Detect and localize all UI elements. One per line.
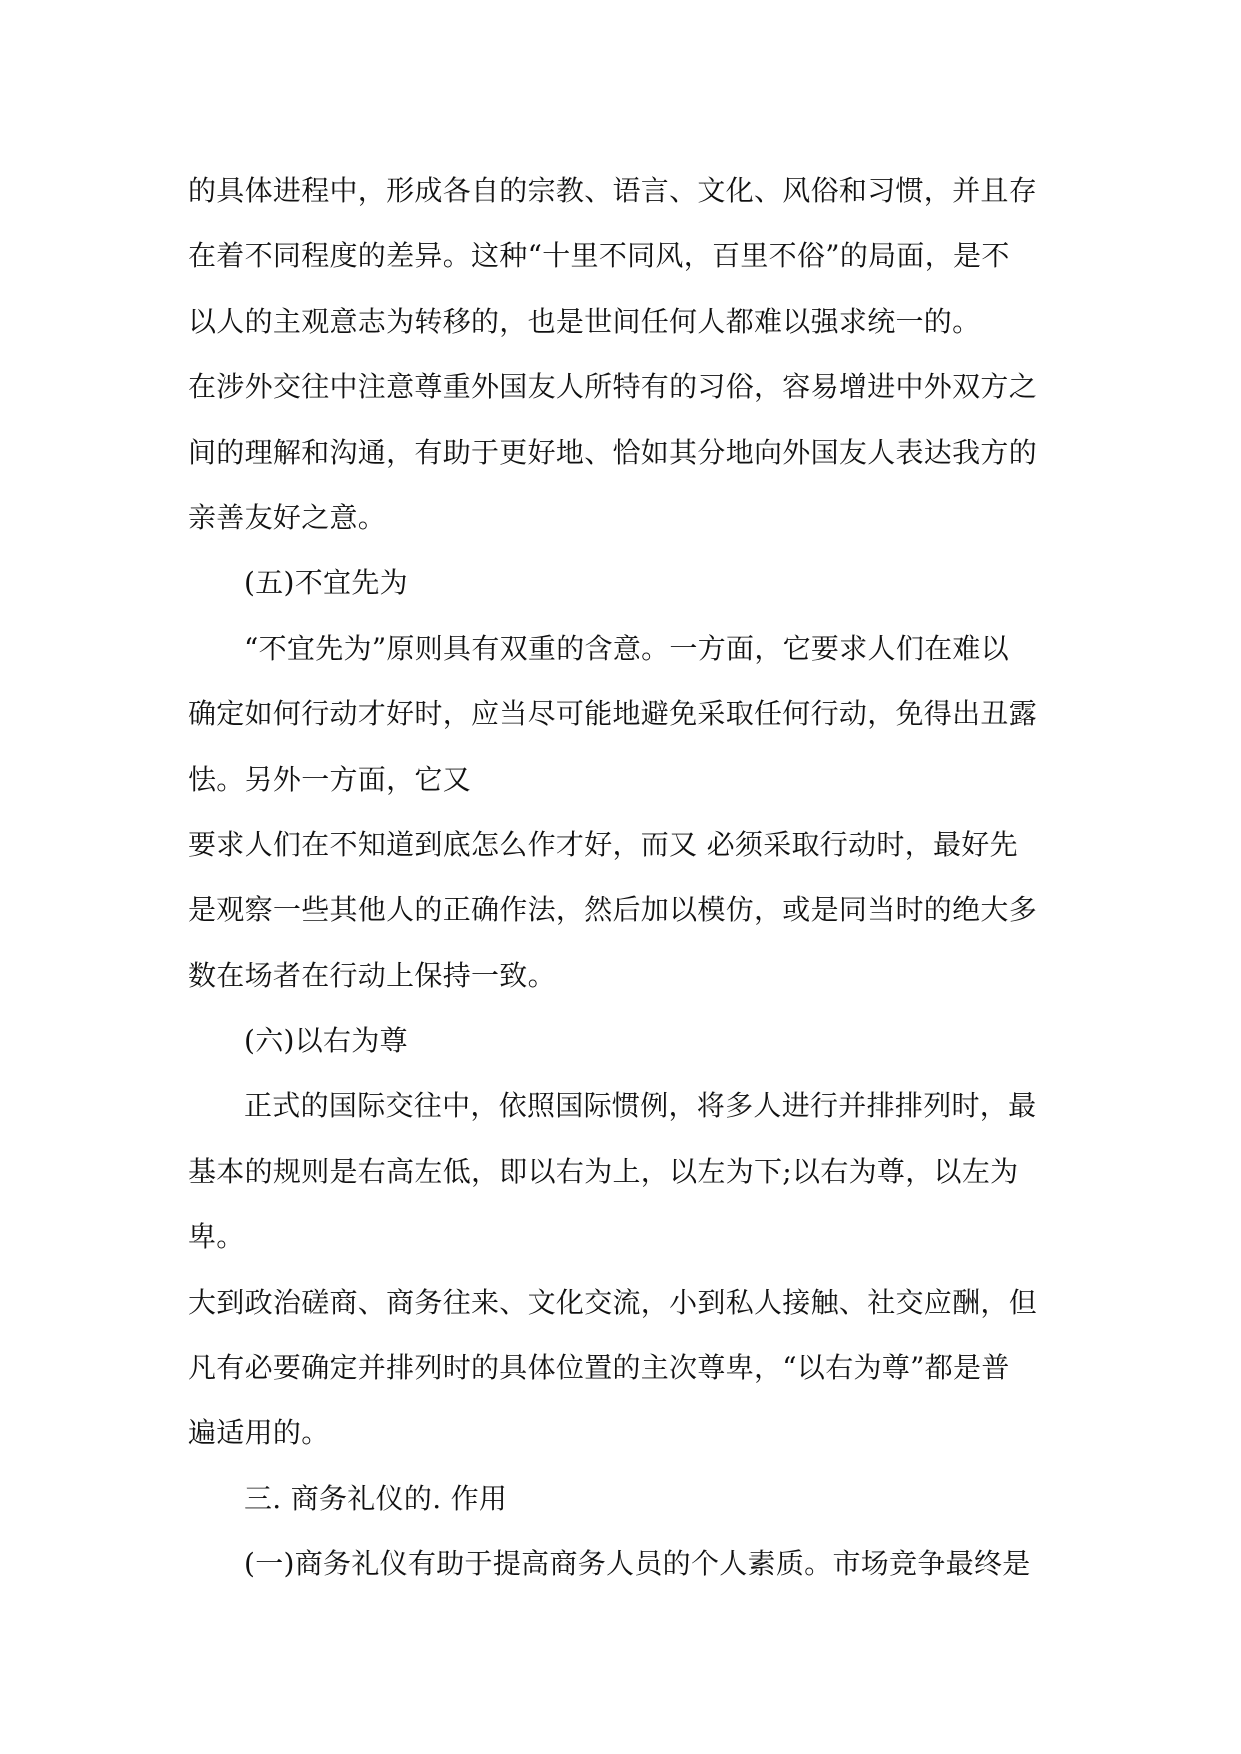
text-line: 间的理解和沟通，有助于更好地、恰如其分地向外国友人表达我方的 bbox=[188, 435, 1038, 469]
text-line: “不宜先为”原则具有双重的含意。一方面，它要求人们在难以 bbox=[244, 631, 1010, 665]
text-line: 在涉外交往中注意尊重外国友人所特有的习俗，容易增进中外双方之 bbox=[188, 370, 1038, 404]
text-line: 三. 商务礼仪的. 作用 bbox=[244, 1481, 508, 1515]
text-line: 的具体进程中，形成各自的宗教、语言、文化、风俗和习惯，并且存 bbox=[188, 174, 1038, 207]
text-line: 在着不同程度的差异。这种“十里不同风，百里不俗”的局面，是不 bbox=[188, 239, 1010, 273]
text-line: 怯。另外一方面，它又 bbox=[188, 762, 472, 796]
text-line: 遍适用的。 bbox=[188, 1416, 330, 1450]
document-body bbox=[188, 158, 1058, 1597]
text-line: 是观察一些其他人的正确作法，然后加以模仿，或是同当时的绝大多 bbox=[188, 893, 1038, 927]
text-line: 卑。 bbox=[188, 1220, 245, 1254]
text-line: 大到政治磋商、商务往来、文化交流，小到私人接触、社交应酬，但 bbox=[188, 1285, 1038, 1319]
text-line: 基本的规则是右高左低，即以右为上，以左为下;以右为尊，以左为 bbox=[188, 1154, 1019, 1188]
text-line: 以人的主观意志为转移的，也是世间任何人都难以强求统一的。 bbox=[188, 304, 981, 338]
text-line: 凡有必要确定并排列时的具体位置的主次尊卑，“以右为尊”都是普 bbox=[188, 1351, 1010, 1385]
text-line: 确定如何行动才好时，应当尽可能地避免采取任何行动，免得出丑露 bbox=[188, 697, 1038, 731]
text-line: 要求人们在不知道到底怎么作才好，而又 必须采取行动时，最好先 bbox=[188, 827, 1018, 861]
text-line: 正式的国际交往中，依照国际惯例，将多人进行并排排列时，最 bbox=[244, 1089, 1037, 1123]
text-line: 数在场者在行动上保持一致。 bbox=[188, 958, 556, 992]
text-line: (五)不宜先为 bbox=[244, 566, 408, 600]
text-line: (一)商务礼仪有助于提高商务人员的个人素质。市场竞争最终是 bbox=[244, 1547, 1031, 1581]
text-line: (六)以右为尊 bbox=[244, 1024, 408, 1058]
text-line: 亲善友好之意。 bbox=[188, 500, 387, 534]
